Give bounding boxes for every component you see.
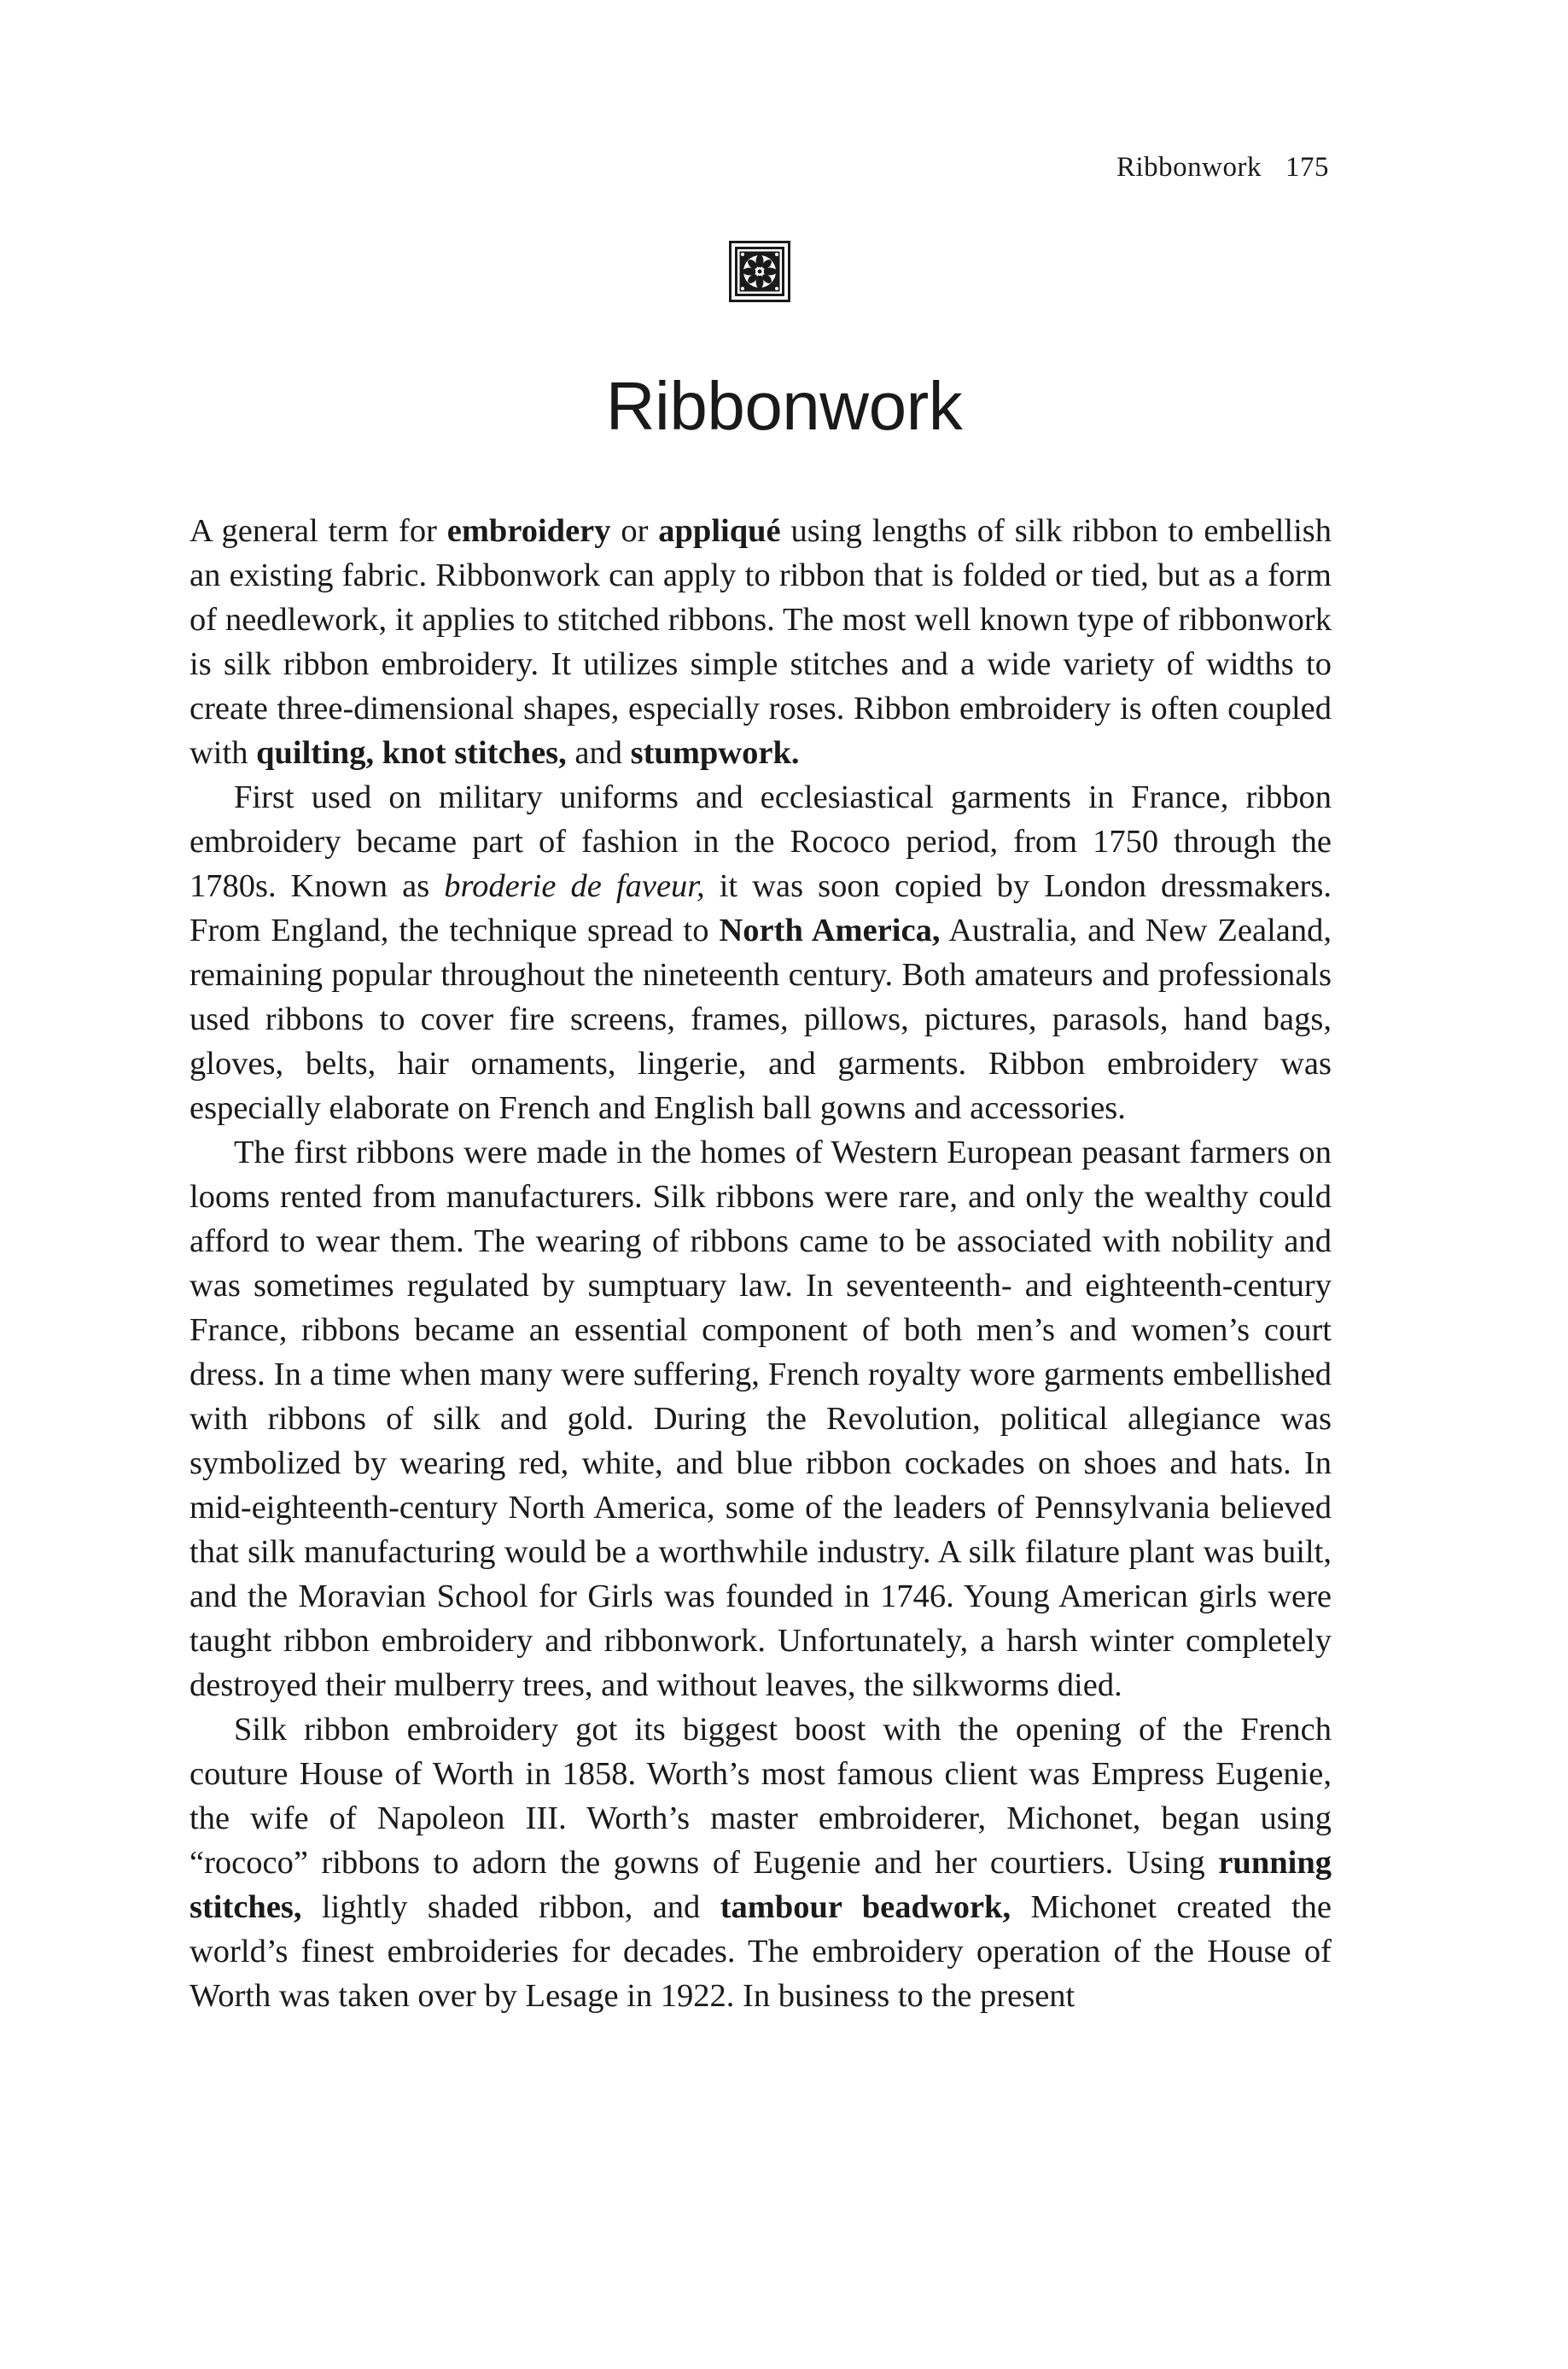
paragraph [189,775,1332,1130]
cross-reference-term: embroidery [446,513,611,549]
text-run: First used on military uniforms and ecclesiastical garments in France, ribbon embroidery became part of fashion in the Rococo period, from 1750 through the 1780s. Known as [189,779,1332,904]
article-body [189,509,1332,2018]
text-run: and [566,735,631,771]
cross-reference-term: appliqué [658,513,781,549]
text-run: or [610,513,659,549]
text-run: Michonet created the world’s finest embroideries for decades. The embroidery operation of the House of Worth was taken over by Lesage in 1922. In business to the present [189,1889,1332,2014]
page-number: 175 [1285,152,1329,183]
paragraph [189,1707,1332,2018]
italic-term: broderie de faveur, [444,868,705,904]
cross-reference-term: quilting, knot stitches, [256,735,567,771]
paragraph [189,1130,1332,1707]
cross-reference-term: tambour beadwork, [720,1889,1011,1925]
text-run: A general term for [189,513,447,549]
text-run: The first ribbons were made in the homes of Western European peasant farmers on looms rented from manufacturers. Silk ribbons were rare, and only the wealthy could afford to wear them. The wearing of ribbons came to be associated with nobility and was sometimes regulated by sumptuary law. In seventeenth- and eighteenth-century France, ribbons became an essential component of both men’s and women’s court dress. In a time when many were suffering, French royalty wore garments embellished with ribbons of silk and gold. During the Revolution, political allegiance was symbolized by wearing red, white, and blue ribbon cockades on shoes and hats. In mid-eighteenth-century North America, some of the leaders of Pennsylvania believed that silk manufacturing would be a worthwhile industry. A silk filature plant was built, and the Moravian School for Girls was founded in 1746. Young American girls were taught ribbon embroidery and ribbonwork. Unfortunately, a harsh winter completely destroyed their mulberry trees, and without leaves, the silkworms died. [189,1135,1332,1703]
cross-reference-term: North America, [719,913,941,948]
text-run: using lengths of silk ribbon to embellish an existing fabric. Ribbonwork can apply to ribbon that is folded or tied, but as a form of needlework, it applies to stitched ribbons. The most well known type of ribbonwork is silk ribbon embroidery. It utilizes simple stitches and a wide variety of widths to create three-dimensional shapes, especially roses. Ribbon embroidery is often coupled with [189,513,1332,771]
decorative-ornament-icon [729,241,790,302]
text-run: it was soon copied by London dressmakers. From England, the technique spread to [189,868,1332,948]
cross-reference-term: running stitches, [189,1845,1332,1925]
text-run: Australia, and New Zealand, remaining popular throughout the nineteenth century. Both amateurs and professionals used ribbons to cover fire screens, frames, pillows, pictures, parasols, hand bags, gloves, belts, hair ornaments, lingerie, and garments. Ribbon embroidery was especially elaborate on French and English ball gowns and accessories. [189,913,1332,1126]
cross-reference-term: stumpwork. [630,735,800,771]
chapter-title: Ribbonwork [605,368,963,444]
text-run: lightly shaded ribbon, and [301,1889,720,1925]
running-head-section: Ribbonwork [1116,152,1262,183]
paragraph [189,509,1332,775]
text-run: Silk ribbon embroidery got its biggest boost with the opening of the French couture House of Worth in 1858. Worth’s most famous client was Empress Eugenie, the wife of Napoleon III. Worth’s master embroiderer, Michonet, began using “rococo” ribbons to adorn the gowns of Eugenie and her courtiers. Using [189,1712,1332,1881]
running-head [1116,152,1329,184]
